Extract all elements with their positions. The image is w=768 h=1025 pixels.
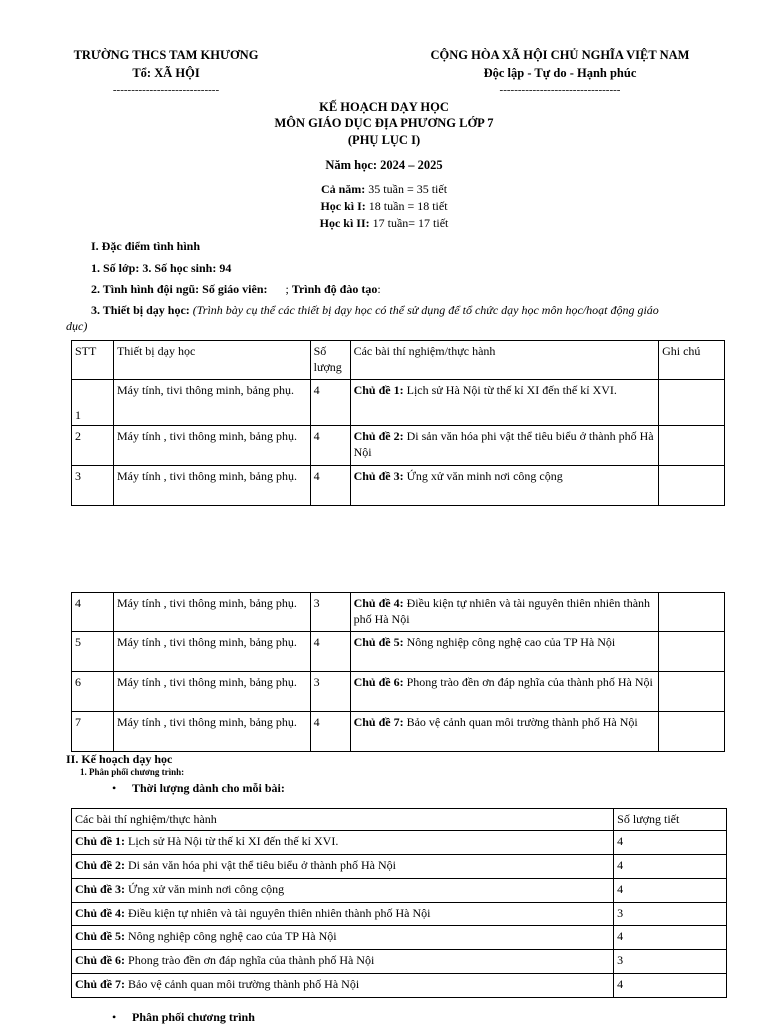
row-device: Máy tính, tivi thông minh, bảng phụ. bbox=[113, 380, 310, 426]
section2-sub1: 1. Phân phối chương trình: bbox=[80, 767, 185, 777]
row-qty: 4 bbox=[310, 466, 350, 506]
total-year bbox=[0, 182, 768, 197]
table-row bbox=[72, 380, 725, 426]
equipment-desc-cont: dục) bbox=[66, 319, 88, 333]
duration-table bbox=[71, 808, 727, 998]
topic-text: Phong trào đền ơn đáp nghĩa của thành phố Hà Nội bbox=[403, 675, 653, 689]
topic-label: Chủ đề 3: bbox=[353, 469, 404, 483]
row-topic bbox=[72, 974, 614, 998]
header-topic: Các bài thí nghiệm/thực hành bbox=[72, 809, 614, 831]
topic-label: Chủ đề 1: bbox=[353, 383, 404, 397]
row-count: 3 bbox=[614, 950, 727, 974]
section1-item2 bbox=[91, 282, 381, 297]
doc-title: KẾ HOẠCH DẠY HỌC bbox=[319, 100, 449, 114]
doc-appendix: (PHỤ LỤC I) bbox=[347, 133, 421, 147]
header-stt: STT bbox=[72, 341, 114, 380]
topic-text: Bảo vệ cảnh quan môi trường thành phố Hà Nội bbox=[403, 715, 638, 729]
header-topic: Các bài thí nghiệm/thực hành bbox=[350, 341, 658, 380]
row-stt: 1 bbox=[72, 380, 114, 426]
table-row bbox=[72, 831, 727, 855]
row-note bbox=[659, 593, 725, 632]
row-device: Máy tính , tivi thông minh, bảng phụ. bbox=[113, 426, 310, 466]
section1-item1: 1. Số lớp: 3. Số học sinh: 94 bbox=[91, 261, 232, 275]
row-device: Máy tính , tivi thông minh, bảng phụ. bbox=[113, 593, 310, 632]
topic-label: Chủ đề 7: bbox=[75, 977, 126, 991]
topic-label: Chủ đề 2: bbox=[353, 429, 404, 443]
row-stt: 5 bbox=[72, 632, 114, 672]
topic-label: Chủ đề 2: bbox=[75, 858, 126, 872]
topic-label: Chủ đề 4: bbox=[75, 906, 126, 920]
topic-text: Lịch sử Hà Nội từ thế kỉ XI đến thế kỉ XVI. bbox=[125, 834, 339, 848]
table-row bbox=[72, 879, 727, 903]
row-topic bbox=[72, 831, 614, 855]
row-qty: 4 bbox=[310, 380, 350, 426]
row-topic bbox=[72, 879, 614, 903]
topic-text: Nông nghiệp công nghệ cao của TP Hà Nội bbox=[403, 635, 616, 649]
row-note bbox=[659, 380, 725, 426]
row-note bbox=[659, 632, 725, 672]
header-qty: Số lượng bbox=[310, 341, 350, 380]
row-device: Máy tính , tivi thông minh, bảng phụ. bbox=[113, 712, 310, 752]
national-motto: Độc lập - Tự do - Hạnh phúc bbox=[483, 66, 637, 80]
training-colon: : bbox=[377, 282, 381, 296]
section2-heading: II. Kế hoạch dạy học bbox=[66, 752, 173, 766]
topic-label: Chủ đề 7: bbox=[353, 715, 404, 729]
row-count: 4 bbox=[614, 879, 727, 903]
left-divider: ----------------------------- bbox=[112, 84, 220, 96]
topic-label: Chủ đề 6: bbox=[75, 953, 126, 967]
row-topic bbox=[350, 672, 659, 712]
table-header-row bbox=[72, 809, 727, 831]
row-topic bbox=[72, 926, 614, 950]
row-topic bbox=[350, 380, 658, 426]
total-hk2-value: 17 tuần= 17 tiết bbox=[369, 216, 449, 230]
row-topic bbox=[350, 426, 658, 466]
row-note bbox=[659, 712, 725, 752]
header-note: Ghi chú bbox=[659, 341, 725, 380]
row-qty: 4 bbox=[310, 632, 350, 672]
right-divider: --------------------------------- bbox=[499, 84, 621, 96]
topic-label: Chủ đề 5: bbox=[353, 635, 404, 649]
total-hk1-value: 18 tuần = 18 tiết bbox=[365, 199, 448, 213]
row-count: 4 bbox=[614, 855, 727, 879]
table-row bbox=[72, 950, 727, 974]
table-row bbox=[72, 903, 727, 926]
row-qty: 4 bbox=[310, 426, 350, 466]
table-row bbox=[72, 712, 725, 752]
topic-text: Điều kiện tự nhiên và tài nguyên thiên nhiên thành phố Hà Nội bbox=[353, 596, 651, 626]
row-count: 4 bbox=[614, 926, 727, 950]
school-year: Năm học: 2024 – 2025 bbox=[325, 158, 443, 172]
row-stt: 4 bbox=[72, 593, 114, 632]
row-count: 3 bbox=[614, 903, 727, 926]
row-note bbox=[659, 426, 725, 466]
total-hk1 bbox=[0, 199, 768, 214]
table-row bbox=[72, 672, 725, 712]
topic-text: Phong trào đền ơn đáp nghĩa của thành phố Hà Nội bbox=[125, 953, 375, 967]
total-year-value: 35 tuần = 35 tiết bbox=[365, 182, 448, 196]
equipment-desc: (Trình bày cụ thể các thiết bị dạy học có thể sử dụng để tổ chức dạy học môn học/hoạt động giáo bbox=[189, 303, 659, 317]
row-device: Máy tính , tivi thông minh, bảng phụ. bbox=[113, 632, 310, 672]
row-qty: 3 bbox=[310, 672, 350, 712]
row-topic bbox=[72, 950, 614, 974]
table-row bbox=[72, 926, 727, 950]
row-qty: 3 bbox=[310, 593, 350, 632]
topic-text: Ứng xử văn minh nơi công cộng bbox=[125, 882, 285, 896]
doc-subtitle: MÔN GIÁO DỤC ĐỊA PHƯƠNG LỚP 7 bbox=[274, 116, 494, 130]
topic-label: Chủ đề 3: bbox=[75, 882, 126, 896]
row-count: 4 bbox=[614, 831, 727, 855]
table-header-row bbox=[72, 341, 725, 380]
department-name: Tổ: XÃ HỘI bbox=[132, 66, 200, 80]
topic-text: Di sản văn hóa phi vật thể tiêu biểu ở thành phố Hà Nội bbox=[125, 858, 396, 872]
row-device: Máy tính , tivi thông minh, bảng phụ. bbox=[113, 672, 310, 712]
header-count: Số lượng tiết bbox=[614, 809, 727, 831]
topic-label: Chủ đề 6: bbox=[353, 675, 404, 689]
table-row bbox=[72, 426, 725, 466]
table-row bbox=[72, 593, 725, 632]
total-year-label: Cả năm: bbox=[320, 182, 366, 196]
total-hk2-label: Học kì II: bbox=[319, 216, 370, 230]
row-topic bbox=[350, 466, 658, 506]
staff-label: 2. Tình hình đội ngũ: Số giáo viên: bbox=[91, 282, 268, 296]
row-topic bbox=[350, 632, 659, 672]
topic-text: Điều kiện tự nhiên và tài nguyên thiên nhiên thành phố Hà Nội bbox=[125, 906, 431, 920]
header-device: Thiết bị dạy học bbox=[113, 341, 310, 380]
section2-bullet-duration: • Thời lượng dành cho mỗi bài: bbox=[112, 781, 285, 796]
topic-label: Chủ đề 5: bbox=[75, 929, 126, 943]
section1-heading: I. Đặc điểm tình hình bbox=[91, 239, 201, 253]
equipment-table-part2 bbox=[71, 592, 725, 752]
school-name: TRƯỜNG THCS TAM KHƯƠNG bbox=[73, 48, 259, 62]
table-row bbox=[72, 466, 725, 506]
section2-bullet-distribution: • Phân phối chương trình bbox=[112, 1010, 255, 1025]
equipment-table-part1 bbox=[71, 340, 725, 506]
row-note bbox=[659, 672, 725, 712]
row-stt: 6 bbox=[72, 672, 114, 712]
total-hk1-label: Học kì I: bbox=[320, 199, 366, 213]
training-label: Trình độ đào tạo bbox=[291, 282, 378, 296]
topic-text: Nông nghiệp công nghệ cao của TP Hà Nội bbox=[125, 929, 337, 943]
topic-text: Lịch sử Hà Nội từ thế kỉ XI đến thế kỉ XVI. bbox=[403, 383, 617, 397]
topic-label: Chủ đề 1: bbox=[75, 834, 126, 848]
row-topic bbox=[350, 712, 659, 752]
table-row bbox=[72, 974, 727, 998]
topic-label: Chủ đề 4: bbox=[353, 596, 404, 610]
equipment-label: 3. Thiết bị dạy học: bbox=[91, 303, 190, 317]
row-topic bbox=[350, 593, 659, 632]
section1-item3 bbox=[91, 303, 659, 318]
topic-text: Di sản văn hóa phi vật thể tiêu biểu ở thành phố Hà Nội bbox=[353, 429, 654, 459]
row-qty: 4 bbox=[310, 712, 350, 752]
table-row bbox=[72, 632, 725, 672]
row-stt: 2 bbox=[72, 426, 114, 466]
country-name: CỘNG HÒA XÃ HỘI CHỦ NGHĨA VIỆT NAM bbox=[430, 48, 690, 62]
table-row bbox=[72, 855, 727, 879]
topic-text: Bảo vệ cảnh quan môi trường thành phố Hà Nội bbox=[125, 977, 360, 991]
row-count: 4 bbox=[614, 974, 727, 998]
topic-text: Ứng xử văn minh nơi công cộng bbox=[403, 469, 563, 483]
row-topic bbox=[72, 903, 614, 926]
row-device: Máy tính , tivi thông minh, bảng phụ. bbox=[113, 466, 310, 506]
row-stt: 3 bbox=[72, 466, 114, 506]
staff-separator: ; bbox=[285, 282, 292, 296]
total-hk2 bbox=[0, 216, 768, 231]
row-stt: 7 bbox=[72, 712, 114, 752]
row-topic bbox=[72, 855, 614, 879]
row-note bbox=[659, 466, 725, 506]
